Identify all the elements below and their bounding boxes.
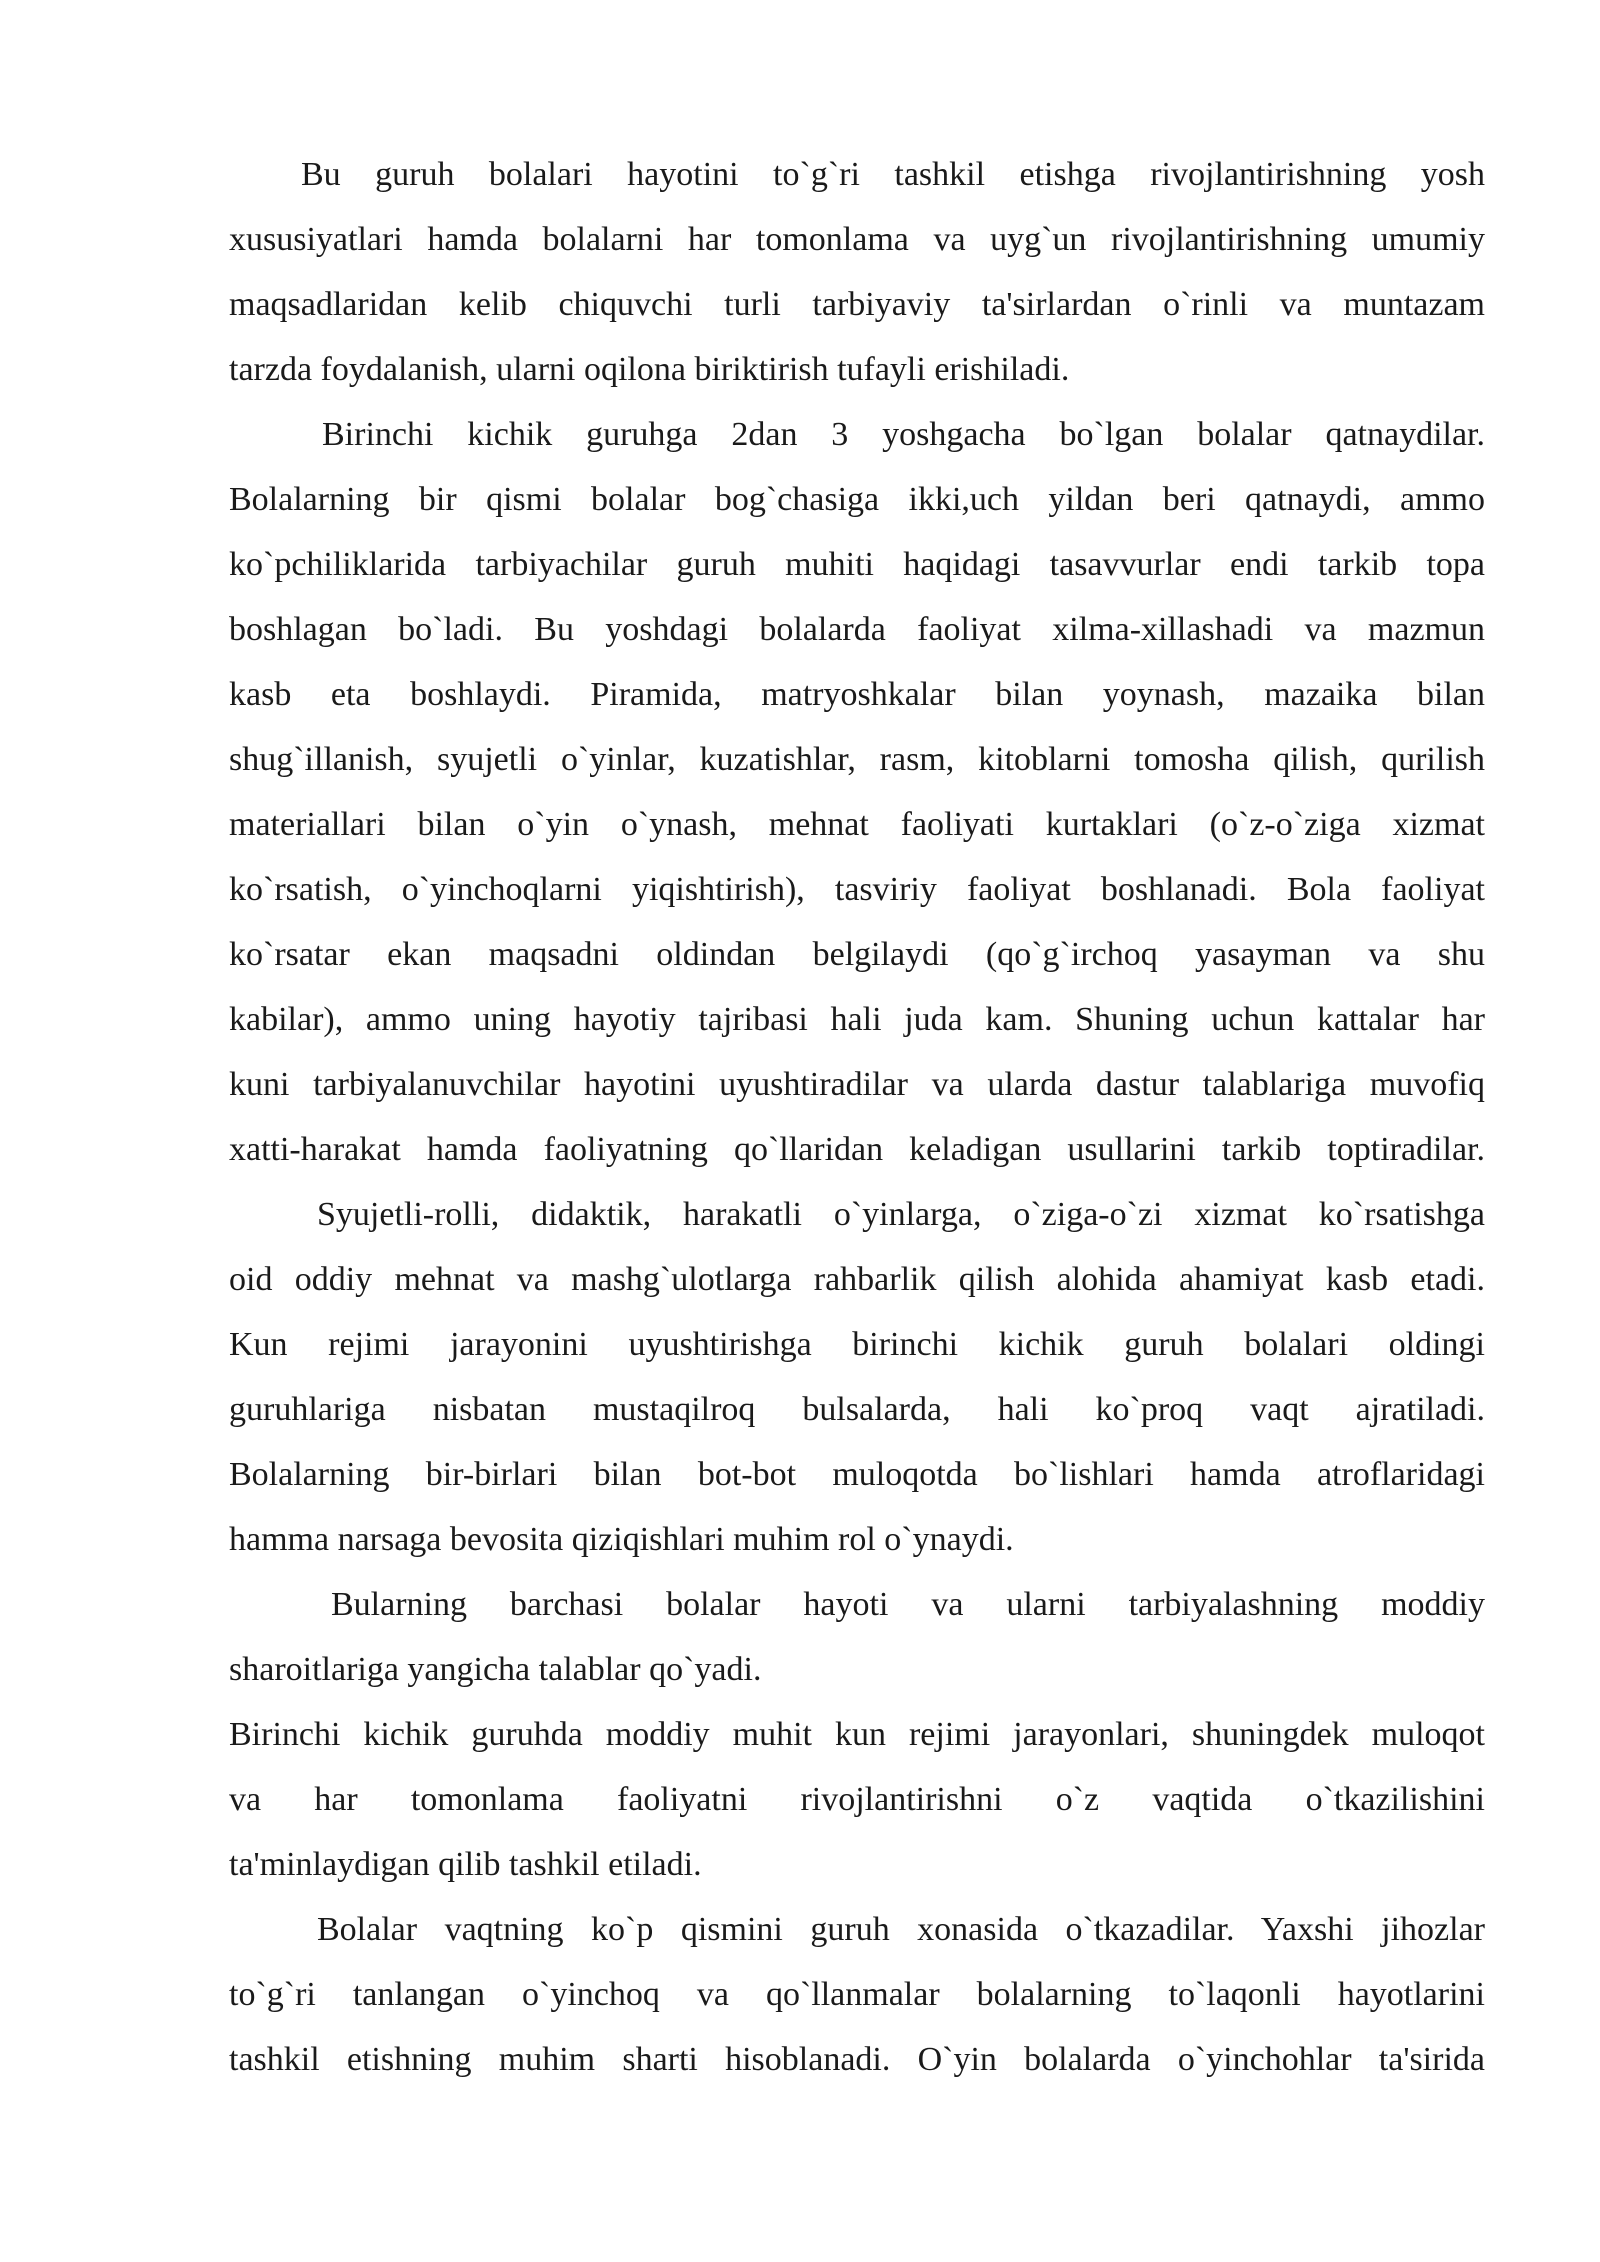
- text-line: tarzda foydalanish, ularni oqilona biriktirish tufayli erishiladi.: [229, 351, 1070, 388]
- text-line: Birinchi kichik guruhda moddiy muhit kun rejimi jarayonlari, shuningdek muloqot: [229, 1716, 1485, 1753]
- text-line: ta'minlaydigan qilib tashkil etiladi.: [229, 1846, 702, 1883]
- text-line: Bolalar vaqtning ko`p qismini guruh xonasida o`tkazadilar. Yaxshi jihozlar: [317, 1911, 1485, 1948]
- text-line: xususiyatlari hamda bolalarni har tomonlama va uyg`un rivojlantirishning umumiy: [229, 221, 1485, 258]
- text-line: sharoitlariga yangicha talablar qo`yadi.: [229, 1651, 762, 1688]
- text-line: kasb eta boshlaydi. Piramida, matryoshkalar bilan yoynash, mazaika bilan: [229, 676, 1485, 713]
- text-line: guruhlariga nisbatan mustaqilroq bulsalarda, hali ko`proq vaqt ajratiladi.: [229, 1391, 1485, 1428]
- text-line: maqsadlaridan kelib chiquvchi turli tarbiyaviy ta'sirlardan o`rinli va muntazam: [229, 286, 1485, 323]
- text-line: boshlagan bo`ladi. Bu yoshdagi bolalarda faoliyat xilma-xillashadi va mazmun: [229, 611, 1485, 648]
- text-line: Birinchi kichik guruhga 2dan 3 yoshgacha bo`lgan bolalar qatnaydilar.: [322, 416, 1485, 453]
- text-line: to`g`ri tanlangan o`yinchoq va qo`llanmalar bolalarning to`laqonli hayotlarini: [229, 1976, 1485, 2013]
- text-line: Bu guruh bolalari hayotini to`g`ri tashkil etishga rivojlantirishning yosh: [301, 156, 1485, 193]
- text-line: ko`rsatish, o`yinchoqlarni yiqishtirish), tasviriy faoliyat boshlanadi. Bola faoliyat: [229, 871, 1485, 908]
- text-line: Bularning barchasi bolalar hayoti va ularni tarbiyalashning moddiy: [331, 1586, 1485, 1623]
- text-line: va har tomonlama faoliyatni rivojlantirishni o`z vaqtida o`tkazilishini: [229, 1781, 1485, 1818]
- text-line: Bolalarning bir qismi bolalar bog`chasiga ikki,uch yildan beri qatnaydi, ammo: [229, 481, 1485, 518]
- text-line: oid oddiy mehnat va mashg`ulotlarga rahbarlik qilish alohida ahamiyat kasb etadi.: [229, 1261, 1485, 1298]
- text-line: materiallari bilan o`yin o`ynash, mehnat faoliyati kurtaklari (o`z-o`ziga xizmat: [229, 806, 1485, 843]
- text-line: Kun rejimi jarayonini uyushtirishga birinchi kichik guruh bolalari oldingi: [229, 1326, 1485, 1363]
- text-line: kabilar), ammo uning hayotiy tajribasi hali juda kam. Shuning uchun kattalar har: [229, 1001, 1485, 1038]
- text-line: kuni tarbiyalanuvchilar hayotini uyushtiradilar va ularda dastur talablariga muvofiq: [229, 1066, 1485, 1103]
- text-line: shug`illanish, syujetli o`yinlar, kuzatishlar, rasm, kitoblarni tomosha qilish, qurilish: [229, 741, 1485, 778]
- text-line: Syujetli-rolli, didaktik, harakatli o`yinlarga, o`ziga-o`zi xizmat ko`rsatishga: [317, 1196, 1485, 1233]
- text-line: Bolalarning bir-birlari bilan bot-bot muloqotda bo`lishlari hamda atroflaridagi: [229, 1456, 1485, 1493]
- text-line: ko`rsatar ekan maqsadni oldindan belgilaydi (qo`g`irchoq yasayman va shu: [229, 936, 1485, 973]
- text-line: hamma narsaga bevosita qiziqishlari muhim rol o`ynaydi.: [229, 1521, 1014, 1558]
- text-line: ko`pchiliklarida tarbiyachilar guruh muhiti haqidagi tasavvurlar endi tarkib topa: [229, 546, 1485, 583]
- text-line: xatti-harakat hamda faoliyatning qo`llaridan keladigan usullarini tarkib toptiradilar.: [229, 1131, 1485, 1168]
- text-line: tashkil etishning muhim sharti hisoblanadi. O`yin bolalarda o`yinchohlar ta'sirida: [229, 2041, 1485, 2078]
